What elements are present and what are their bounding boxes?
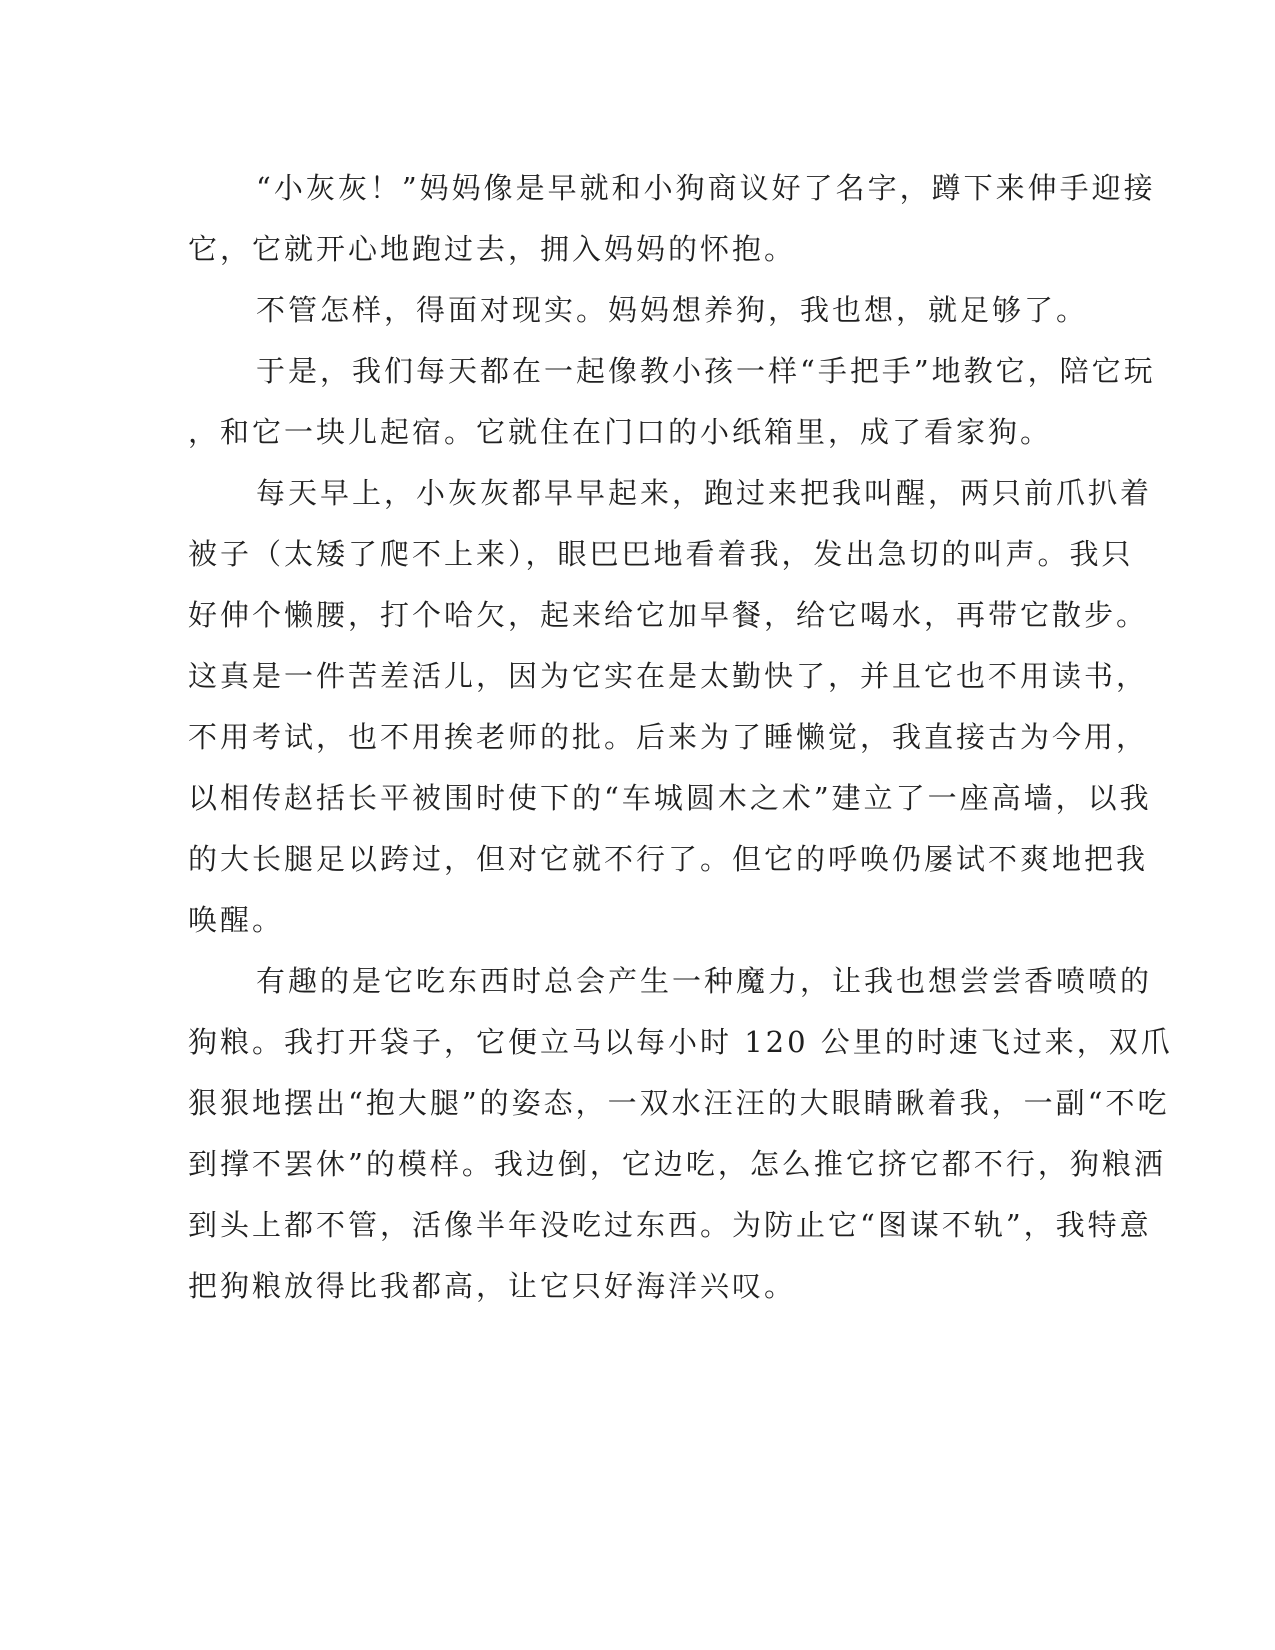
text-line: 被子（太矮了爬不上来），眼巴巴地看着我，发出急切的叫声。我只 <box>188 537 1134 571</box>
text-line: 以相传赵括长平被围时使下的“车城圆木之术”建立了一座高墙，以我 <box>188 781 1152 815</box>
text-line: ，和它一块儿起宿。它就住在门口的小纸箱里，成了看家狗。 <box>188 415 1053 449</box>
text-line: 它，它就开心地跑过去，拥入妈妈的怀抱。 <box>188 232 797 266</box>
text-line: 狗粮。我打开袋子，它便立马以每小时 120 公里的时速飞过来，双爪 <box>188 1025 1173 1059</box>
body-text <box>188 158 1173 1317</box>
text-line: 到撑不罢休”的模样。我边倒，它边吃，怎么推它挤它都不行，狗粮洒 <box>188 1147 1166 1181</box>
text-line: 唤醒。 <box>188 903 285 937</box>
text-line: 不用考试，也不用挨老师的批。后来为了睡懒觉，我直接古为今用， <box>188 720 1149 754</box>
text-line: 于是，我们每天都在一起像教小孩一样“手把手”地教它，陪它玩 <box>256 354 1156 388</box>
text-line: 的大长腿足以跨过，但对它就不行了。但它的呼唤仍屡试不爽地把我 <box>188 842 1149 876</box>
text-line: 每天早上，小灰灰都早早起来，跑过来把我叫醒，两只前爪扒着 <box>256 476 1153 510</box>
text-line: 有趣的是它吃东西时总会产生一种魔力，让我也想尝尝香喷喷的 <box>256 964 1153 998</box>
text-line: 这真是一件苦差活儿，因为它实在是太勤快了，并且它也不用读书， <box>188 659 1149 693</box>
text-line: 不管怎样，得面对现实。妈妈想养狗，我也想，就足够了。 <box>256 293 1089 327</box>
text-line: 好伸个懒腰，打个哈欠，起来给它加早餐，给它喝水，再带它散步。 <box>188 598 1149 632</box>
text-line: 狠狠地摆出“抱大腿”的姿态，一双水汪汪的大眼睛瞅着我，一副“不吃 <box>188 1086 1170 1120</box>
text-line: “小灰灰！”妈妈像是早就和小狗商议好了名字，蹲下来伸手迎接 <box>256 171 1156 205</box>
text-line: 把狗粮放得比我都高，让它只好海洋兴叹。 <box>188 1269 797 1303</box>
text-line: 到头上都不管，活像半年没吃过东西。为防止它“图谋不轨”，我特意 <box>188 1208 1152 1242</box>
